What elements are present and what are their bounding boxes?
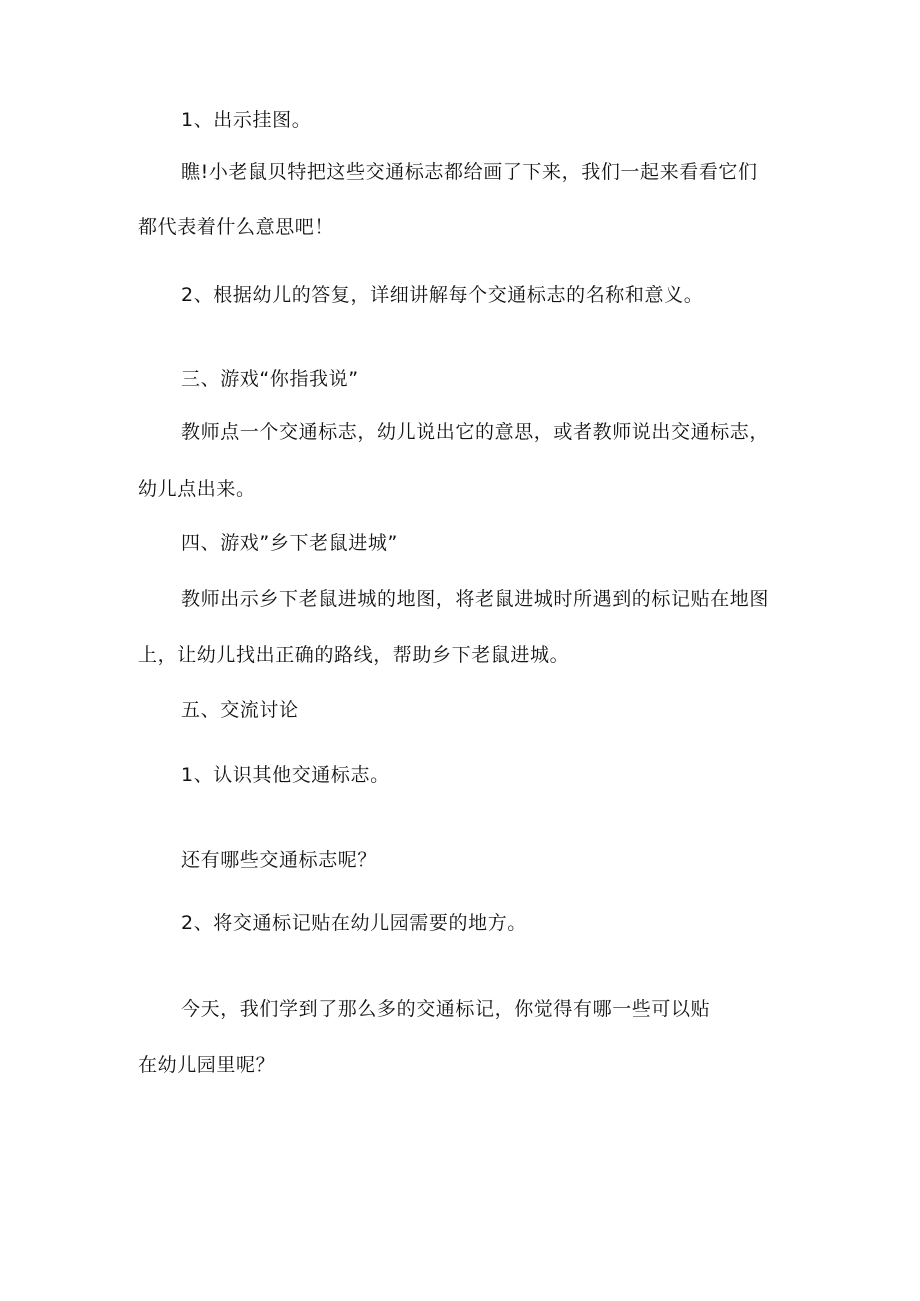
paragraph-line: 2、根据幼儿的答复，详细讲解每个交通标志的名称和意义。	[181, 284, 704, 306]
paragraph-line: 幼儿点出来。	[138, 478, 256, 500]
paragraph-line: 在幼儿园里呢？	[138, 1054, 276, 1076]
paragraph-line: 1、认识其他交通标志。	[181, 764, 390, 786]
section-heading: 三、游戏“你指我说”	[181, 368, 359, 390]
paragraph-line: 1、出示挂图。	[181, 109, 312, 131]
paragraph-line: 今天，我们学到了那么多的交通标记，你觉得有哪一些可以贴	[181, 998, 711, 1020]
paragraph-line: 瞧!小老鼠贝特把这些交通标志都给画了下来，我们一起来看看它们	[181, 161, 758, 183]
paragraph-line: 都代表着什么意思吧！	[138, 216, 335, 238]
paragraph-line: 教师点一个交通标志，幼儿说出它的意思，或者教师说出交通标志，	[181, 421, 770, 443]
paragraph-line: 还有哪些交通标志呢？	[181, 849, 378, 871]
paragraph-line: 2、将交通标记贴在幼儿园需要的地方。	[181, 912, 527, 934]
section-heading: 四、游戏”乡下老鼠进城”	[181, 532, 398, 554]
section-heading: 五、交流讨论	[181, 699, 299, 721]
paragraph-line: 上，让幼儿找出正确的路线，帮助乡下老鼠进城。	[138, 644, 570, 666]
paragraph-line: 教师出示乡下老鼠进城的地图，将老鼠进城时所遇到的标记贴在地图	[181, 588, 770, 610]
